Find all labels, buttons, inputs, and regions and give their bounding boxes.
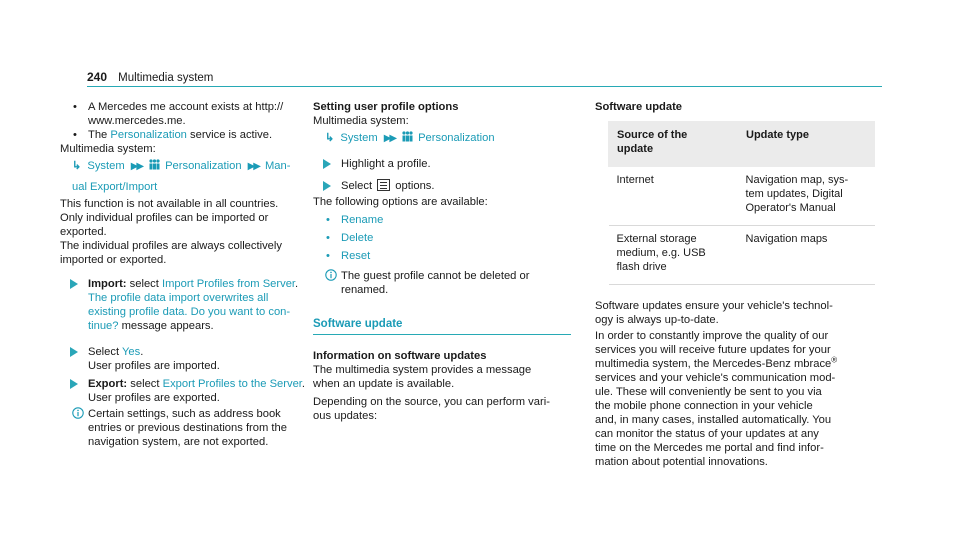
table-cell: Internet [609,167,738,226]
import-warning-message: The profile data import overwrites all existing profile data. Do you want to con- tinue? [88,292,291,332]
step-arrow-icon [70,279,78,289]
option-rename[interactable]: Rename [341,214,384,226]
import-label: Import: [88,278,127,290]
paragraph: The individual profiles are always collectively imported or exported. [60,240,282,266]
header-title: Multimedia system [118,72,214,84]
export-profiles-link[interactable]: Export Profiles to the Server [162,378,302,390]
table-cell: Navigation maps [738,226,875,285]
paragraph: The multimedia system provides a message when an update is available. [313,364,532,390]
info-icon [325,269,337,281]
info-icon [72,407,84,419]
paragraph: Depending on the source, you can perform vari- ous updates: [313,396,550,422]
paragraph: Software updates ensure your vehicle's technol- ogy is always up-to-date. [595,300,833,326]
bullet-icon: • [326,250,330,262]
path-personalization-link[interactable]: Personalization [418,132,495,144]
step-arrow-icon [323,181,331,191]
path-arrow-icon: ↳ [72,160,82,172]
step-import [60,277,322,333]
step-text: . [140,346,144,358]
path-manual-export-import-link[interactable]: Man- ual Export/Import [72,160,291,193]
step-highlight [313,157,571,171]
step-export [60,377,322,405]
list-item [313,213,571,227]
column-1 [60,100,322,449]
step-text: Select [88,346,122,358]
info-heading: Information on software updates [313,350,487,362]
bullet-text: service is active. [186,129,273,141]
table-header-row [609,122,875,167]
path-personalization-link[interactable]: Personalization [165,160,242,172]
path-system-link[interactable]: System [340,132,378,144]
section-heading: Software update [595,101,683,113]
step-text: Select [341,180,376,192]
note [60,407,322,449]
section-heading: Setting user profile options [313,101,459,113]
table-row [609,226,875,285]
table-header: Update type [738,122,875,167]
export-label: Export: [88,378,128,390]
bullet-text: A Mercedes me account exists at http:// www.mercedes.me. [88,101,284,127]
list-item [313,249,571,263]
import-profiles-link[interactable]: Import Profiles from Server [161,278,296,290]
step-arrow-icon [70,379,78,389]
page-number: 240 [87,70,108,84]
paragraph-text: In order to constantly improve the quality of our services you will receive future updates for your multimedia system, the Mercedes-Benz mbrace [595,330,832,370]
path-arrow-icon: ↳ [325,132,335,144]
step-text: options. [392,180,435,192]
table-header: Source of the update [609,122,738,167]
table-cell: Navigation map, sys- tem updates, Digital Operator's Manual [738,167,875,226]
step-text: message appears. [118,320,214,332]
bullet-icon: • [73,129,77,141]
yes-option-link[interactable]: Yes [122,346,141,358]
step-select-yes [60,345,322,373]
step-result: User profiles are exported. [88,392,220,404]
paragraph: Only individual profiles can be imported or exported. [60,212,269,238]
step-options [313,179,571,193]
option-delete[interactable]: Delete [341,232,374,244]
step-text: . [301,378,306,390]
people-icon [148,159,161,170]
double-chevron-icon: ▶▶ [130,161,143,172]
step-text: Highlight a profile. [341,158,431,170]
step-text: select [126,278,162,290]
path-label: Multimedia system: [313,115,409,127]
bullet-icon: • [73,101,77,113]
list-item [60,100,322,128]
option-reset[interactable]: Reset [341,250,371,262]
menu-path [60,156,322,197]
list-item [60,128,322,142]
column-3 [595,100,877,469]
path-label: Multimedia system: [60,143,156,155]
paragraph-text: services and your vehicle's communication mod- ule. These will conveniently be sent to you via the mobile phone connection in your vehicle and, in many cases, installed automatically. You can monitor the status of your updates at any time on the Mercedes me portal and find infor- mation about potential innovations. [595,372,836,468]
step-arrow-icon [70,347,78,357]
bullet-icon: • [326,232,330,244]
bullet-text: The [88,129,111,141]
page-header [87,70,882,87]
double-chevron-icon: ▶▶ [383,133,396,144]
menu-path [313,128,571,149]
note-text: Certain settings, such as address book entries or previous destinations from the navigation system, are not exported. [88,408,287,448]
path-system-link[interactable]: System [87,160,125,172]
registered-mark: ® [831,355,838,365]
list-item [313,231,571,245]
table-cell: External storage medium, e.g. USB flash drive [609,226,738,285]
menu-icon[interactable] [377,179,390,191]
personalization-link[interactable]: Personalization [110,129,187,141]
note [313,269,571,297]
options-intro: The following options are available: [313,196,488,208]
note-text: The guest profile cannot be deleted or renamed. [341,270,530,296]
paragraph: This function is not available in all countries. [60,198,279,210]
bullet-icon: • [326,214,330,226]
software-update-section-title: Software update [313,317,571,335]
people-icon [401,131,414,142]
paragraph [595,329,877,469]
step-result: User profiles are imported. [88,360,220,372]
step-arrow-icon [323,159,331,169]
column-2 [313,100,571,423]
update-table [608,121,875,285]
step-text: . [295,278,299,290]
table-row [609,167,875,226]
step-text: select [127,378,163,390]
double-chevron-icon: ▶▶ [247,161,259,172]
